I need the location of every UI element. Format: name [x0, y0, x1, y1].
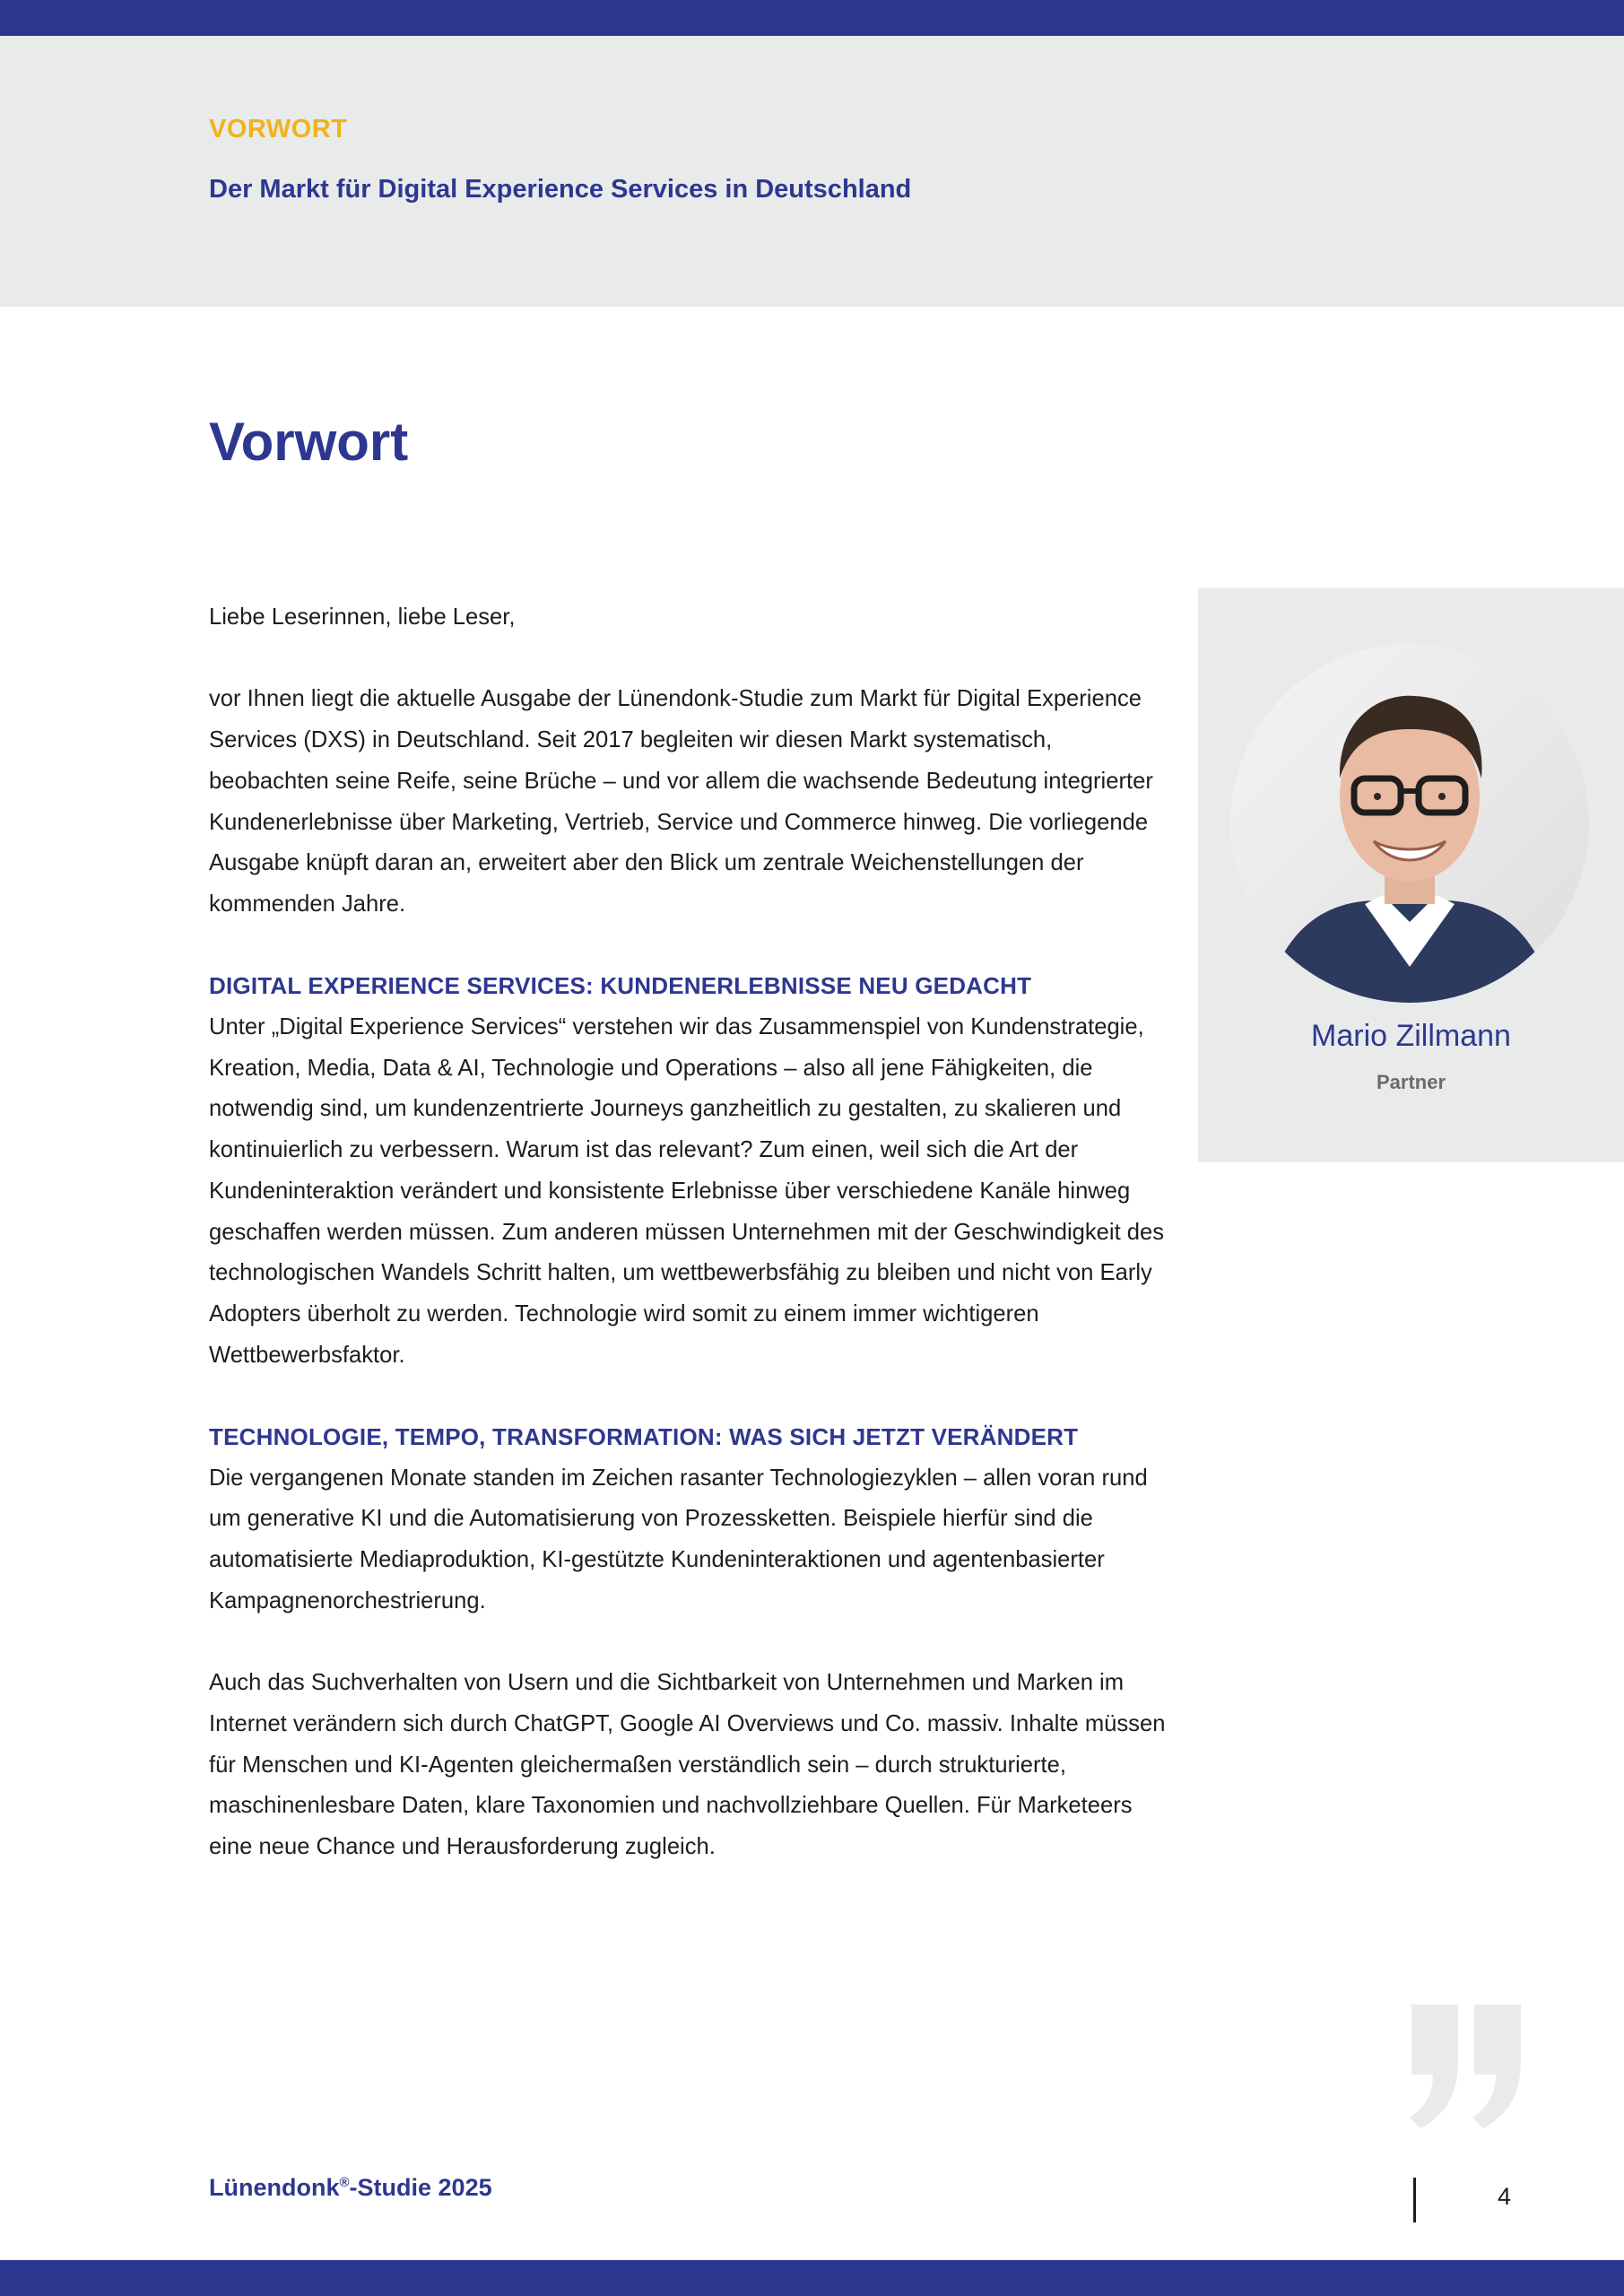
bottom-accent-bar	[0, 2260, 1624, 2296]
greeting: Liebe Leserinnen, liebe Leser,	[209, 604, 516, 630]
header-band	[0, 36, 1624, 307]
body-column	[209, 597, 1168, 1868]
top-accent-bar	[0, 0, 1624, 36]
page-number: 4	[1498, 2183, 1512, 2210]
footer-brand: Lünendonk®-Studie 2025	[209, 2174, 492, 2201]
paragraph-technology: Die vergangenen Monate standen im Zeichen rasanter Technologiezyklen – allen voran rund um generative KI und die Automatisierung von Prozessketten. Beispiele hierfür sind die automatisierte Mediaproduktion, KI-gestützte Kundeninteraktionen und agentenbasierter Kampagnenorchestrierung.	[209, 1465, 1148, 1613]
paragraph-dxs: Unter „Digital Experience Services“ verstehen wir das Zusammenspiel von Kundenstrategie, Kreation, Media, Data & AI, Technologie und Operations – also all jene Fähigkeiten, die notwendig sind, um kundenzentrierte Journeys ganzheitlich zu gestalten, zu skalieren und kontinuierlich zu verbessern. Warum ist das relevant? Zum einen, weil sich die Art der Kundeninteraktion verändert und konsistente Erlebnisse über verschiedene Kanäle hinweg geschaffen werden müssen. Zum anderen müssen Unternehmen mit der Geschwindigkeit des technologischen Wandels Schritt halten, um wettbewerbsfähig zu bleiben und nicht von Early Adopters überholt zu werden. Technologie wird somit zu einem immer wichtigeren Wettbewerbsfaktor.	[209, 1014, 1165, 1368]
author-panel	[1198, 588, 1624, 1162]
section-heading-technology: TECHNOLOGIE, TEMPO, TRANSFORMATION: WAS SICH JETZT VERÄNDERT	[209, 1423, 1079, 1451]
paragraph-search: Auch das Suchverhalten von Usern und die Sichtbarkeit von Unternehmen und Marken im Internet verändern sich durch ChatGPT, Google AI Overviews und Co. massiv. Inhalte müssen für Menschen und KI-Agenten gleichermaßen verständlich sein – durch strukturierte, maschinenlesbare Daten, klare Taxonomien und nachvollziehbare Quellen. Für Marketeers eine neue Chance und Herausforderung zugleich.	[209, 1670, 1166, 1860]
page-number-divider	[1413, 2178, 1416, 2222]
page-title: Vorwort	[209, 412, 409, 472]
section-heading-dxs: DIGITAL EXPERIENCE SERVICES: KUNDENERLEBNISSE NEU GEDACHT	[209, 972, 1032, 1000]
author-role: Partner	[1376, 1071, 1446, 1093]
section-subtitle: Der Markt für Digital Experience Services in Deutschland	[209, 175, 912, 204]
author-portrait	[1230, 644, 1589, 1003]
author-name: Mario Zillmann	[1311, 1019, 1511, 1053]
closing-quote-icon	[1406, 2005, 1527, 2130]
section-label: VORWORT	[209, 115, 348, 144]
intro-paragraph: vor Ihnen liegt die aktuelle Ausgabe der Lünendonk-Studie zum Markt für Digital Experience Services (DXS) in Deutschland. Seit 2017 begleiten wir diesen Markt systematisch, beobachten seine Reife, seine Brüche – und vor allem die wachsende Bedeutung integrierter Kundenerlebnisse über Marketing, Vertrieb, Service und Commerce hinweg. Die vorliegende Ausgabe knüpft daran an, erweitert aber den Blick um zentrale Weichenstellungen der kommenden Jahre.	[209, 686, 1153, 917]
